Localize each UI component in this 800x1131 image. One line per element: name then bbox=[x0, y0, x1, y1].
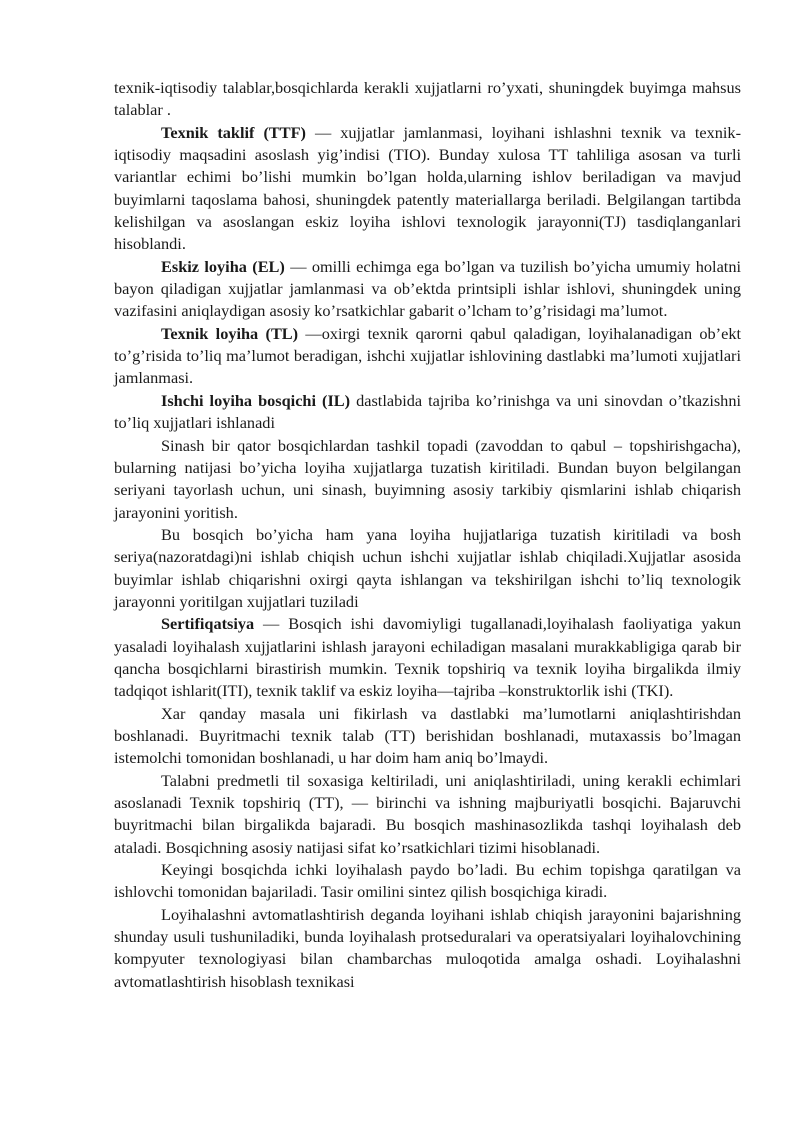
paragraph-11-text: Keyingi bosqichda ichki loyihalash paydo bo’ladi. Bu echim topishga qaratilgan va ishlovchi tomonidan bajariladi. Tasir omilini sintez qilish bosqichiga kiradi. bbox=[114, 860, 741, 902]
paragraph-7-text: Bu bosqich bo’yicha ham yana loyiha hujjatlariga tuzatish kiritiladi va bosh seriya(nazoratdagi)ni ishlab chiqish uchun ishchi xujjatlar ishlab chiqiladi.Xujjatlar asosida buyimlar ishlab chiqarishni oxirgi qayta ishlangan va tekshirilgan ishchi to’liq texnologik jarayonni yoritilgan xujjatlari tuziladi bbox=[114, 524, 741, 611]
paragraph-2-term: Texnik taklif (TTF) bbox=[161, 122, 306, 142]
paragraph-5-text: dastlabida tajriba ko’rinishga va uni sinovdan o’tkazishni to’liq xujjatlari ishlanadi bbox=[114, 390, 741, 433]
paragraph-8 bbox=[114, 613, 741, 702]
paragraph-9-text: Xar qanday masala uni fikirlash va dastlabki ma’lumotlarni aniqlashtirishdan boshlanadi. Buyritmachi texnik talab (TT) berishidan boshlanadi, mutaxassis bo’lmagan istemolchi tomonidan boshlanadi, u har doim ham aniq bo’lmaydi. bbox=[114, 703, 741, 768]
paragraph-3-term: Eskiz loyiha (EL) bbox=[161, 256, 285, 276]
document-page bbox=[114, 77, 741, 993]
paragraph-2 bbox=[114, 122, 741, 256]
paragraph-12-text: Loyihalashni avtomatlashtirish deganda loyihani ishlab chiqish jarayonini bajarishning shunday usuli tushuniladiki, bunda loyihalash protseduralari va operatsiyalari loyihalovchining kompyuter texnologiyasi bilan chambarchas muloqotida amalga oshadi. Loyihalashni avtomatlashtirish hisoblash texnikasi bbox=[114, 904, 741, 991]
paragraph-10-text: Talabni predmetli til soxasiga keltiriladi, uni aniqlashtiriladi, uning kerakli echimlari asoslanadi Texnik topshiriq (TT), — birinchi va ishning majburiyatli bosqichi. Bajaruvchi buyritmachi bilan birgalikda bajaradi. Bu bosqich mashinasozlikda tashqi loyihalash deb ataladi. Bosqichning asosiy natijasi sifat ko’rsatkichlari tizimi hisoblanadi. bbox=[114, 770, 741, 857]
paragraph-8-term: Sertifiqatsiya bbox=[161, 614, 255, 634]
paragraph-10 bbox=[114, 770, 741, 859]
paragraph-6-text: Sinash bir qator bosqichlardan tashkil topadi (zavoddan to qabul – topshirishgacha), bularning natijasi bo’yicha loyiha xujjatlarga tuzatish kiritiladi. Bundan buyon belgilangan seriyani tayorlash uchun, uni sinash, buyimning asosiy tarkibiy qismlarini ishlab chiqarish jarayonini yoritish. bbox=[114, 435, 741, 522]
paragraph-9 bbox=[114, 703, 741, 770]
paragraph-5 bbox=[114, 390, 741, 435]
paragraph-4-term: Texnik loyiha (TL) bbox=[161, 323, 299, 343]
paragraph-1-text: texnik-iqtisodiy talablar,bosqichlarda kerakli xujjatlarni ro’yxati, shuningdek buyimga mahsus talablar . bbox=[114, 78, 741, 120]
paragraph-4 bbox=[114, 323, 741, 390]
paragraph-7 bbox=[114, 524, 741, 613]
paragraph-12 bbox=[114, 904, 741, 993]
paragraph-6 bbox=[114, 435, 741, 524]
paragraph-11 bbox=[114, 859, 741, 904]
paragraph-3 bbox=[114, 256, 741, 323]
paragraph-3-text: — omilli echimga ega bo’lgan va tuzilish bo’yicha umumiy holatni bayon qiladigan xujjatlar jamlanmasi va ob’ektda printsipli ishlar ishlovi, shuningdek uning vazifasini aniqlaydigan asosiy ko’rsatkichlar gabarit o’lcham to’g’risidagi ma’lumot. bbox=[114, 256, 741, 321]
paragraph-2-text: — xujjatlar jamlanmasi, loyihani ishlashni texnik va texnik-iqtisodiy maqsadini asoslash yig’indisi (TIO). Bunday xulosa TT tahliliga asosan va turli variantlar echimi bo’lishi mumkin bo’lgan holda,ularning ishlov beriladigan va mavjud buyimlarni taqoslama bahosi, shuningdek patently materiallarga beriladi. Belgilangan tartibda kelishilgan va asoslangan eskiz loyiha ishlovi texnologik jarayonni(TJ) tasdiqlanganlari hisoblandi. bbox=[114, 122, 741, 254]
paragraph-8-text: — Bosqich ishi davomiyligi tugallanadi,loyihalash faoliyatiga yakun yasaladi loyihalash xujjatlarini ishlash jarayoni echiladigan masalani murakkabligiga qarab bir qancha bosqichlarni birastirish mumkin. Texnik topshiriq va texnik loyiha birgalikda ilmiy tadqiqot ishlarit(ITI), texnik taklif va eskiz loyiha—tajriba –konstruktorlik ishi (TKI). bbox=[114, 614, 741, 701]
paragraph-1 bbox=[114, 77, 741, 122]
paragraph-5-term: Ishchi loyiha bosqichi (IL) bbox=[161, 390, 351, 410]
paragraph-4-text: —oxirgi texnik qarorni qabul qaladigan, loyihalanadigan ob’ekt to’g’risida to’liq ma’lumot beradigan, ishchi xujjatlar ishlovining dastlabki ma’lumoti xujjatlari jamlanmasi. bbox=[114, 323, 741, 388]
